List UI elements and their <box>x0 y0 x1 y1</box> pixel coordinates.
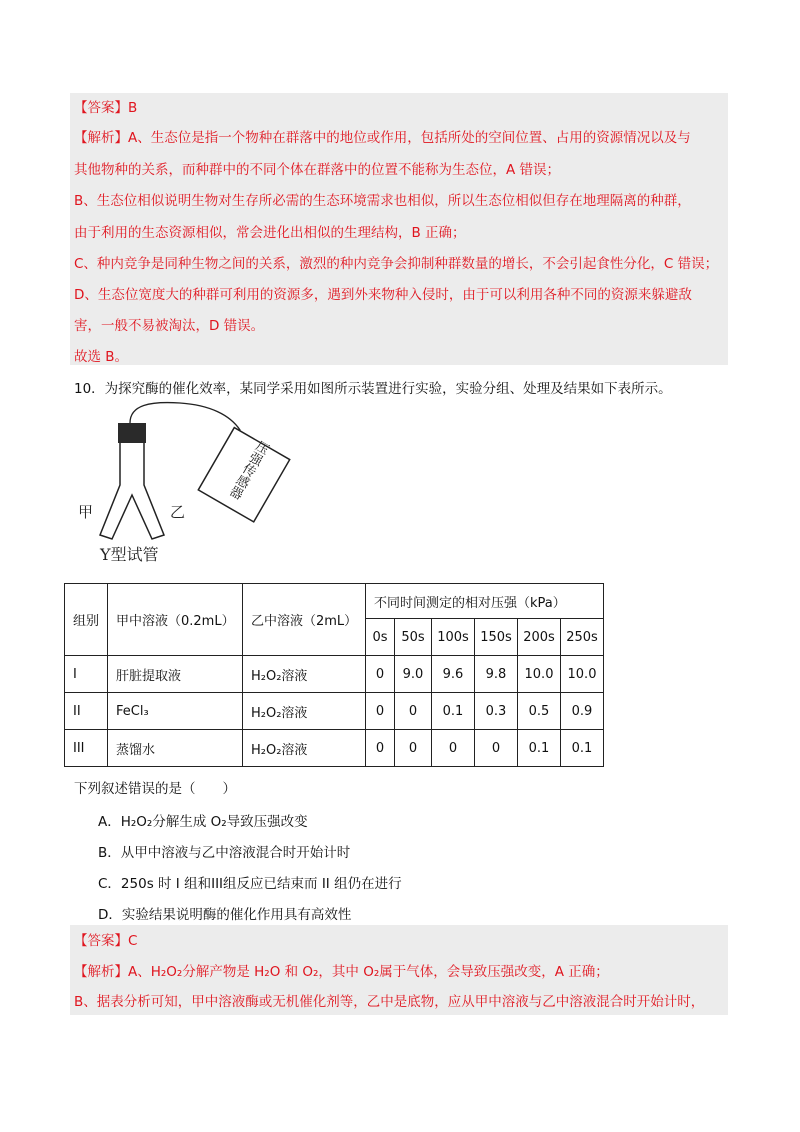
cell-value: 9.0 <box>395 656 432 693</box>
cell-yi: H₂O₂溶液 <box>243 730 366 767</box>
cell-value: 9.6 <box>432 656 475 693</box>
time-header: 100s <box>432 619 475 656</box>
cell-jia: FeCl₃ <box>108 693 243 730</box>
time-header: 0s <box>366 619 395 656</box>
results-table <box>64 583 604 767</box>
cell-value: 10.0 <box>518 656 561 693</box>
y-tube-figure <box>70 395 310 565</box>
cell-yi: H₂O₂溶液 <box>243 656 366 693</box>
figure-caption: Y型试管 <box>100 545 159 564</box>
cell-value: 0 <box>366 693 395 730</box>
cell-value: 0.3 <box>475 693 518 730</box>
cell-value: 0.5 <box>518 693 561 730</box>
analysis-line: 由于利用的生态资源相似，常会进化出相似的生理结构，B 正确； <box>74 225 466 241</box>
cell-group: II <box>65 693 108 730</box>
answer-label: 【答案】C <box>74 933 138 949</box>
time-header: 150s <box>475 619 518 656</box>
analysis-line: 害，一般不易被淘汰，D 错误。 <box>74 318 265 334</box>
table-row <box>65 693 604 730</box>
cell-value: 0 <box>475 730 518 767</box>
cell-value: 0.1 <box>561 730 604 767</box>
stopper <box>118 423 146 443</box>
cell-value: 0.1 <box>432 693 475 730</box>
option-d: D．实验结果说明酶的催化作用具有高效性 <box>98 907 352 923</box>
option-a: A．H₂O₂分解生成 O₂导致压强改变 <box>98 814 308 830</box>
header-group: 组别 <box>65 584 108 656</box>
table-row <box>65 730 604 767</box>
cell-yi: H₂O₂溶液 <box>243 693 366 730</box>
analysis-line: 【解析】A、H₂O₂分解产物是 H₂O 和 O₂，其中 O₂属于气体，会导致压强改变，A 正确； <box>74 964 609 980</box>
cell-value: 0 <box>395 730 432 767</box>
cell-value: 10.0 <box>561 656 604 693</box>
time-header: 200s <box>518 619 561 656</box>
option-c: C．250s 时 I 组和III组反应已结束而 II 组仍在进行 <box>98 876 402 892</box>
question-stem: 10．为探究酶的催化效率，某同学采用如图所示装置进行实验，实验分组、处理及结果如下表所示。 <box>74 381 672 397</box>
cell-jia: 蒸馏水 <box>108 730 243 767</box>
tube-left-label: 甲 <box>78 503 94 521</box>
analysis-line: 故选 B。 <box>74 349 129 365</box>
tube-right-label: 乙 <box>170 503 186 521</box>
cell-value: 0.9 <box>561 693 604 730</box>
sensor-label: 压强传感器 <box>225 437 271 501</box>
cell-value: 0 <box>395 693 432 730</box>
analysis-line: 【解析】A、生态位是指一个物种在群落中的地位或作用，包括所处的空间位置、占用的资源情况以及与 <box>74 130 691 146</box>
cell-group: III <box>65 730 108 767</box>
question-prompt: 下列叙述错误的是（ ） <box>74 781 236 797</box>
cell-value: 0.1 <box>518 730 561 767</box>
time-header: 250s <box>561 619 604 656</box>
cell-value: 0 <box>366 656 395 693</box>
analysis-line: C、种内竞争是同种生物之间的关系，激烈的种内竞争会抑制种群数量的增长，不会引起食性分化，C 错误； <box>74 256 719 272</box>
cell-value: 0 <box>432 730 475 767</box>
time-header: 50s <box>395 619 432 656</box>
analysis-line: 其他物种的关系，而种群中的不同个体在群落中的位置不能称为生态位，A 错误； <box>74 162 561 178</box>
answer-label: 【答案】B <box>74 100 138 116</box>
analysis-line: B、据表分析可知，甲中溶液酶或无机催化剂等，乙中是底物，应从甲中溶液与乙中溶液混合时开始计时， <box>74 994 705 1010</box>
analysis-line: B、生态位相似说明生物对生存所必需的生态环境需求也相似，所以生态位相似但存在地理隔离的种群， <box>74 193 691 209</box>
header-yi: 乙中溶液（2mL） <box>243 584 366 656</box>
header-jia: 甲中溶液（0.2mL） <box>108 584 243 656</box>
header-pressure: 不同时间测定的相对压强（kPa） <box>366 584 604 619</box>
y-tube <box>100 443 164 539</box>
cell-group: I <box>65 656 108 693</box>
cell-value: 0 <box>366 730 395 767</box>
analysis-line: D、生态位宽度大的种群可利用的资源多，遇到外来物种入侵时，由于可以利用各种不同的资源来躲避敌 <box>74 287 692 303</box>
cell-value: 9.8 <box>475 656 518 693</box>
cell-jia: 肝脏提取液 <box>108 656 243 693</box>
table-row <box>65 656 604 693</box>
option-b: B．从甲中溶液与乙中溶液混合时开始计时 <box>98 845 351 861</box>
